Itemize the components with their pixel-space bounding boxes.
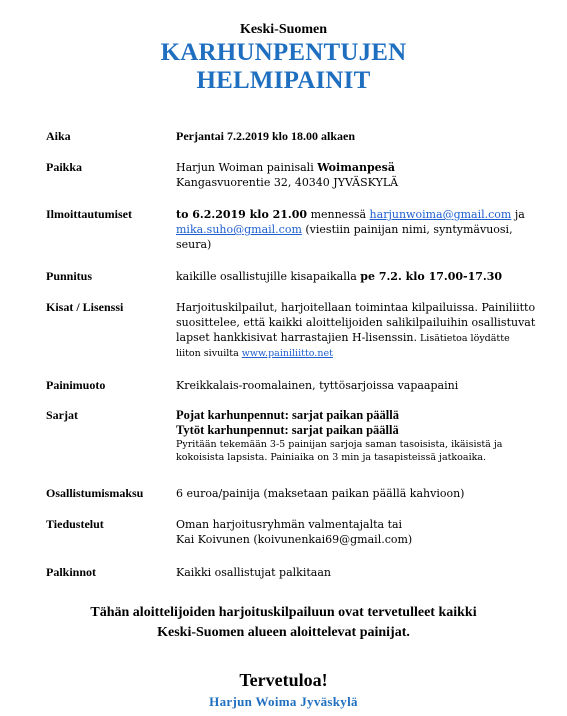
license-more-info: Lisätietoa löydätte liiton sivuilta <box>176 333 510 359</box>
row-label: Aika <box>46 129 71 143</box>
contact-line2: Kai Koivunen (koivunenkai69@gmail.com) <box>176 533 413 546</box>
row-value <box>176 269 536 284</box>
registration-note: (viestiin painijan nimi, syntymävuosi, seura) <box>176 223 513 251</box>
venue-name: Harjun Woiman painisali <box>176 161 318 174</box>
row-label: Tiedustelut <box>46 517 104 531</box>
email-link-mika-suho[interactable]: mika.suho@gmail.com <box>176 223 302 236</box>
event-title-line1: KARHUNPENTUJEN <box>160 39 407 66</box>
row-value <box>176 517 536 547</box>
weigh-in-time: pe 7.2. klo 17.00-17.30 <box>360 270 503 283</box>
row-value <box>176 408 536 464</box>
contact-line1: Oman harjoitusryhmän valmentajalta tai <box>176 518 403 531</box>
classes-note: Pyritään tekemään 3-5 painijan sarjoja saman tasoisista, ikäisistä ja kokoisista lapsista. Painiaika on 3 min ja tasapisteissä jatkoaika. <box>176 439 503 463</box>
girls-classes: Tytöt karhunpennut: sarjat paikan päällä <box>176 423 399 437</box>
license-text: Harjoituskilpailut, harjoitellaan toimintaa kilpailuissa. Painiliitto suosittelee, että kaikki aloittelijoiden salikilpailuihin osallistuvat lapset hankkisivat harrastajien H-lisenssin. <box>176 301 536 344</box>
club-name: Harjun Woima Jyväskylä <box>209 694 358 709</box>
invitation-line1: Tähän aloittelijoiden harjoituskilpailuun ovat tervetulleet kaikki <box>90 605 477 620</box>
venue-hall: Woimanpesä <box>317 161 395 174</box>
row-label: Palkinnot <box>46 565 97 579</box>
painiliitto-link[interactable]: www.painiliitto.net <box>241 348 333 359</box>
row-label: Sarjat <box>46 408 78 422</box>
row-value: 6 euroa/painija (maksetaan paikan päällä kahvioon) <box>176 487 465 500</box>
document-header <box>0 22 567 94</box>
row-value <box>176 300 536 360</box>
row-label: Ilmoittautumiset <box>46 207 132 221</box>
row-value: Kreikkalais-roomalainen, tyttösarjoissa vapaapaini <box>176 379 459 392</box>
welcome-heading: Tervetuloa! <box>239 670 328 690</box>
venue-address: Kangasvuorentie 32, 40340 JYVÄSKYLÄ <box>176 176 399 189</box>
invitation-line2: Keski-Suomen alueen aloittelevat painijat. <box>157 625 410 640</box>
region-subtitle: Keski-Suomen <box>239 22 328 37</box>
email-link-harjunwoima[interactable]: harjunwoima@gmail.com <box>369 208 512 221</box>
registration-text: mennessä <box>307 208 370 221</box>
row-value <box>176 207 536 252</box>
weigh-in-text: kaikille osallistujille kisapaikalla <box>176 270 361 283</box>
row-label: Paikka <box>46 160 83 174</box>
row-label: Kisat / Lisenssi <box>46 300 124 314</box>
row-value <box>176 160 536 190</box>
row-label: Punnitus <box>46 269 93 283</box>
boys-classes: Pojat karhunpennut: sarjat paikan päällä <box>176 408 399 422</box>
row-value: Kaikki osallistujat palkitaan <box>176 566 331 579</box>
row-label: Painimuoto <box>46 378 106 392</box>
deadline: to 6.2.2019 klo 21.00 <box>176 208 308 221</box>
row-value: Perjantai 7.2.2019 klo 18.00 alkaen <box>176 129 355 143</box>
row-label: Osallistumismaksu <box>46 486 144 500</box>
registration-text: ja <box>511 208 525 221</box>
invitation-text <box>0 603 567 643</box>
event-title-line2: HELMIPAINIT <box>196 67 371 94</box>
